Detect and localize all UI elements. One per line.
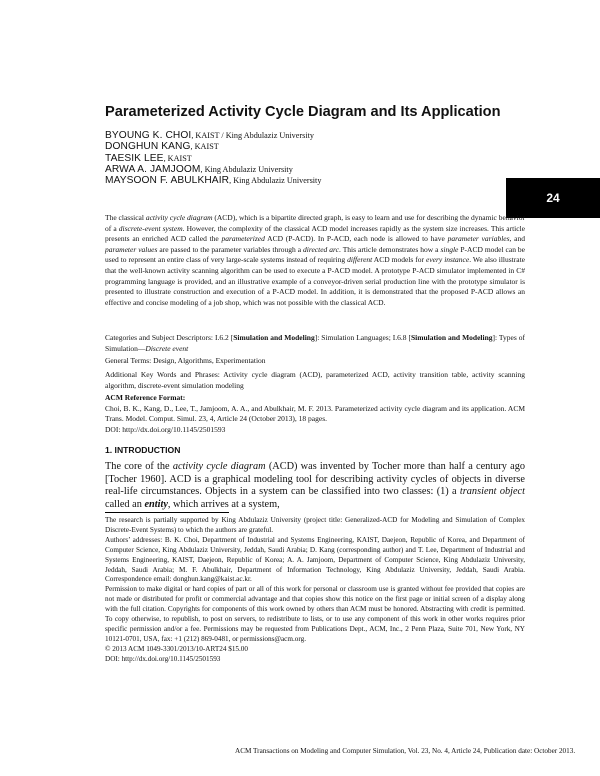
paper-title: Parameterized Activity Cycle Diagram and Its Application (105, 104, 501, 120)
author-name: DONGHUN KANG (105, 141, 191, 153)
author-affiliation: , KAIST / King Abdulaziz University (191, 131, 314, 140)
abstract: The classical activity cycle diagram (ACD), which is a bipartite directed graph, is easy to learn and use for describing the dynamic behavior of a discrete-event system. However, the complexity of the classical ACD model increases rapidly as the system size increases. This article presents an enriched ACD called the parameterized ACD (P-ACD). In P-ACD, each node is allowed to have parameter variables, and parameter values are passed to the parameter variables through a directed arc. This article demonstrates how a single P-ACD model can be used to represent an entire class of very large-scale systems instead of requiring different ACD models for every instance. We also illustrate that the well-known activity scanning algorithm can be used to execute a P-ACD model. A prototype P-ACD simulator implemented in C# programming language is provided, and an illustrative example of a conveyor-driven serial production line with the prototype simulator is presented to illustrate construction and execution of a P-ACD model. In addition, it is demonstrated that the proposed P-ACD allows an effective and concise modeling of a job shop, which was not possible with the classical ACD. (105, 213, 526, 307)
acm-reference-doi[interactable]: DOI: http://dx.doi.org/10.1145/2501593 (105, 424, 226, 434)
author-affiliation: , King Abdulaziz University (200, 164, 293, 174)
author-name: ARWA A. JAMJOOM (105, 163, 201, 175)
footnotes (105, 516, 525, 665)
acm-reference-text: Choi, B. K., Kang, D., Lee, T., Jamjoom, A. A., and Abulkhair, M. F. 2013. Parameterized activity cycle diagram and its application. ACM Trans. Model. Comput. Simul. 23, 4, Article 24 (October 2013), 18 pages. (105, 403, 525, 424)
author-affiliation: , King Abdulaziz University (229, 176, 322, 186)
permission-notice: Permission to make digital or hard copies of part or all of this work for personal or classroom use is granted without fee provided that copies are not made or distributed for profit or commercial advantage and that copies show this notice on the first page or initial screen of a display along with the full citation. Copyrights for components of this work owned by others than ACM must be honored. Abstracting with credit is permitted. To copy otherwise, to republish, to post on servers, to redistribute to lists, or to use any component of this work in other works requires prior specific permission and/or a fee. Permissions may be requested from Publications Dept., ACM, Inc., 2 Penn Plaza, Suite 701, New York, NY 10121-0701, USA, fax: +1 (212) 869-0481, or permissions@acm.org. (105, 585, 525, 643)
keywords: Additional Key Words and Phrases: Activity cycle diagram (ACD), parameterized ACD, activity transition table, activity scanning algorithm, discrete-event simulation modeling (105, 370, 525, 390)
author-entry (105, 141, 525, 152)
author-entry (105, 175, 525, 186)
author-entry (105, 130, 525, 141)
author-entry (105, 153, 525, 164)
copyright-line: © 2013 ACM 1049-3301/2013/10-ART24 $15.00 (105, 644, 248, 653)
page-footer: ACM Transactions on Modeling and Computer Simulation, Vol. 23, No. 4, Article 24, Publication date: October 2013. (235, 747, 576, 755)
general-terms: General Terms: Design, Algorithms, Experimentation (105, 356, 266, 365)
author-affiliation: , KAIST (163, 153, 192, 163)
footnote-divider (105, 512, 229, 513)
author-name: BYOUNG K. CHOI (105, 130, 192, 141)
article-number-tab: 24 (506, 178, 600, 218)
funding-note: The research is partially supported by King Abdulaziz University (project title: Generalized-ACD for Modeling and Simulation of Complex Discrete-Event Systems) to which the authors are grateful. (105, 516, 525, 534)
section-heading: 1. INTRODUCTION (105, 445, 181, 455)
author-name: TAESIK LEE (105, 152, 164, 164)
doi-link[interactable]: DOI: http://dx.doi.org/10.1145/2501593 (105, 654, 221, 663)
author-addresses: Authors’ addresses: B. K. Choi, Department of Industrial and Systems Engineering, KAIST, Daejeon, Republic of Korea, and Department of Computer Science, King Abdulaziz University, Jeddah, Saudi Arabia; D. Kang (corresponding author) and T. Lee, Department of Industrial and Systems Engineering, KAIST, Daejeon, Republic of Korea; A. A. Jamjoom, Department of Computer Science, King Abdulaziz University, Jeddah, Saudi Arabia; M. F. Abulkhair, Department of Information Technology, King Abdulaziz University, Jeddah, Saudi Arabia. Correspondence email: donghun.kang@kaist.ac.kr. (105, 535, 525, 584)
author-name: MAYSOON F. ABULKHAIR (105, 175, 230, 187)
introduction-paragraph: The core of the activity cycle diagram (ACD) was invented by Tocher more than half a century ago [Tocher 1960]. ACD is a graphical modeling tool for describing activity cycles of objects in diverse real-life circumstances. Objects in a system can be classified into two classes: (1) a transient object called an entity, which arrives at a system, (105, 461, 525, 510)
author-list (105, 130, 525, 186)
acm-reference-heading: ACM Reference Format: (105, 393, 186, 402)
subject-categories: Categories and Subject Descriptors: I.6.2 [Simulation and Modeling]: Simulation Languages; I.6.8 [Simulation and Modeling]: Types of Simulation—Discrete event (105, 333, 525, 353)
acm-reference-format (105, 393, 525, 435)
author-affiliation: , KAIST (190, 142, 219, 152)
author-entry (105, 164, 525, 175)
